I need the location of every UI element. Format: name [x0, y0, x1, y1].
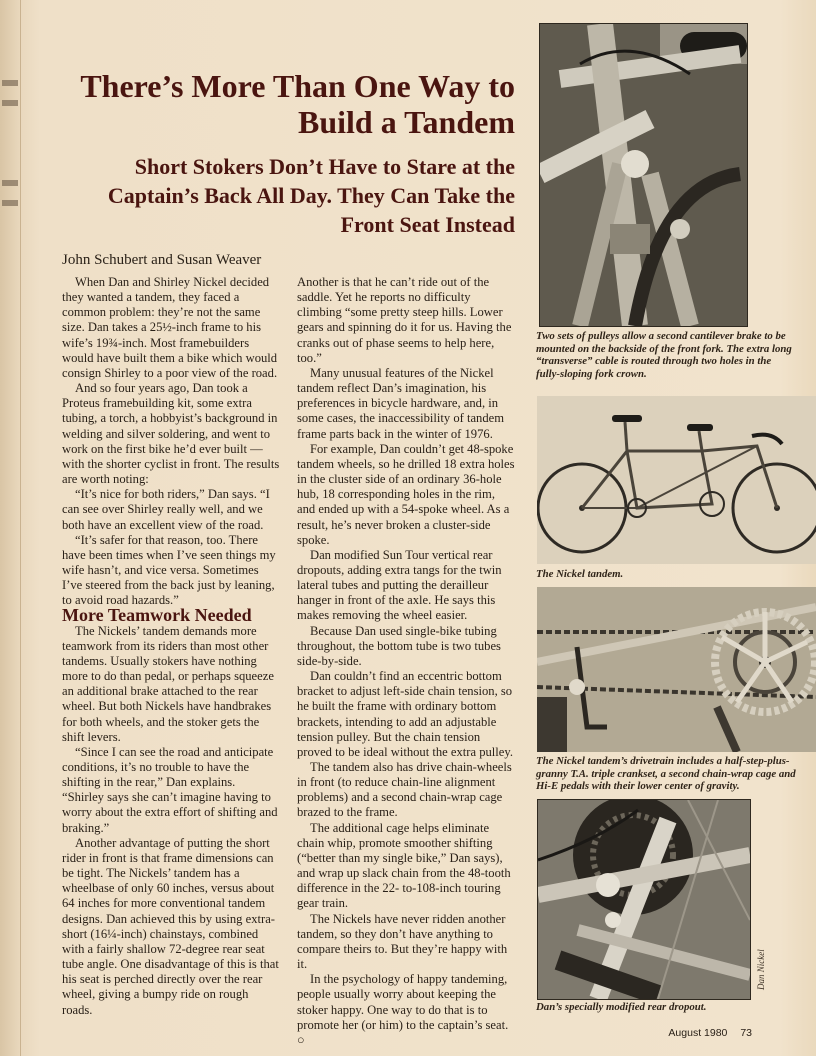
photo-credit: Dan Nickel	[756, 949, 766, 990]
spine-mark	[2, 200, 18, 206]
paragraph: And so four years ago, Dan took a Proteus framebuilding kit, some extra tubing, a torch, a hobbyist’s background in welding and silver soldering, and went to work on the first bike he’d ever built — with the shorter cyclist in front. The results are worth noting:	[62, 381, 280, 487]
brake-closeup-photo	[539, 23, 748, 327]
paragraph: When Dan and Shirley Nickel decided they wanted a tandem, they faced a common problem: they’re not the same size. Dan takes a 25½-inch frame to his wife’s 19¾-inch. Most framebuilders would have built them a bike which would consign Shirley to a poor view of the road.	[62, 275, 278, 380]
page-footer	[658, 1027, 752, 1039]
paragraph: Another advantage of putting the short rider in front is that frame dimensions can be tight. The Nickels’ tandem has a wheelbase of only 60 inches, versus about 64 inches for more conventional tandem designs. Dan achieved this by using extra-short (16¼-inch) chainstays, combined with a fairly shallow 72-degree rear seat tube angle. One disadvantage of this is that his seat is perched directly over the rear wheel, giving a bumpy ride on rough roads.	[62, 835, 279, 1017]
paragraph: Many unusual features of the Nickel tandem reflect Dan’s imagination, his preferences in bicycle hardware, and, in some cases, the inaccessibility of tandem frame parts back in the winter of 1976.	[297, 365, 505, 441]
paragraph: The Nickels have never ridden another tandem, so they don’t have anything to compare theirs to. But they’re happy with it.	[297, 911, 508, 972]
article-headline: There’s More Than One Way to Build a Tandem	[80, 68, 515, 140]
paragraph: For example, Dan couldn’t get 48-spoke tandem wheels, so he drilled 18 extra holes in the cluster side of an ordinary 36-hole hub, 18 corresponding holes in the rim, and ended up with a 54-spoke wheel. As a result, he’s never broken a cluster-side spoke.	[297, 441, 515, 547]
paragraph: The tandem also has drive chain-wheels in front (to reduce chain-line alignment problems) and a second chain-wrap cage brazed to the frame.	[297, 760, 512, 820]
paragraph: In the psychology of happy tandeming, people usually worry about keeping the stoker happy. One way to do that is to promote her (or him) to the captain’s seat. ○	[297, 972, 509, 1047]
dropout-photo-caption: Dan’s specially modified rear dropout.	[536, 1001, 707, 1013]
page-spine	[0, 0, 21, 1056]
paragraph: Dan modified Sun Tour vertical rear dropouts, adding extra tangs for the twin lateral tubes and putting the derailleur hanger in front of the axle. He says this makes removing the wheel easier.	[297, 547, 502, 623]
issue-date: August 1980	[668, 1027, 728, 1039]
paragraph: “It’s nice for both riders,” Dan says. “I can see over Shirley really well, and we both have an excellent view of the road.	[62, 487, 270, 532]
drivetrain-photo-caption: The Nickel tandem’s drivetrain includes a half-step-plus-granny T.A. triple crankset, a second chain-wrap cage and Hi-E pedals with their lower center of gravity.	[536, 755, 796, 792]
spine-mark	[2, 100, 18, 106]
page-number: 73	[740, 1027, 752, 1039]
paragraph: Dan couldn’t find an eccentric bottom bracket to adjust left-side chain tension, so he built the frame with ordinary bottom brackets, intending to add an adjustable tension pulley. But the chain tension proved to be ideal without the extra pulley.	[297, 669, 514, 759]
article-subheadline: Short Stokers Don’t Have to Stare at the Captain’s Back All Day. They Can Take the Front Seat Instead	[107, 154, 515, 237]
paragraph: Another is that he can’t ride out of the saddle. Yet he reports no difficulty climbing “some pretty steep hills. Lower gears and spinning do it for us. Having the cranks out of phase seems to help here, too.”	[297, 275, 512, 365]
paragraph: The Nickels’ tandem demands more teamwork from its riders than most other tandems. Usually stokers have nothing more to do than pedal, or perhaps squeeze an additional brake attached to the rear wheel. But both Nickels have handbrakes for both wheels, and the stoker gets the shift levers.	[62, 623, 274, 744]
paragraph: Because Dan used single-bike tubing throughout, the bottom tube is two tubes side-by-side.	[297, 623, 501, 668]
drivetrain-photo	[537, 587, 816, 752]
dropout-photo	[537, 799, 751, 1000]
text-column-1	[62, 275, 280, 1018]
spine-mark	[2, 80, 18, 86]
byline: John Schubert and Susan Weaver	[62, 252, 262, 268]
brake-photo-caption: Two sets of pulleys allow a second cantilever brake to be mounted on the backside of the front fork. The extra long “transverse” cable is routed through two holes in the fully-sloping fork crown.	[536, 330, 792, 380]
section-heading: More Teamwork Needed	[62, 605, 252, 626]
paragraph: “It’s safer for that reason, too. There have been times when I’ve seen things my wife hasn’t, and vice versa. Sometimes I’ve steered from the back just by leaning, to avoid road hazards.”	[62, 532, 276, 608]
paragraph: The additional cage helps eliminate chain whip, promote smoother shifting (“better than my single bike,” Dan says), and wrap up slack chain from the 48-tooth difference in the 22- to-108-inch touring gear train.	[297, 820, 511, 911]
tandem-photo-caption: The Nickel tandem.	[536, 568, 624, 580]
text-column-2	[297, 275, 515, 1048]
paragraph: “Since I can see the road and anticipate conditions, it’s no trouble to have the shifting in the rear,” Dan explains. “Shirley says she can’t imagine having to worry about the extra effort of shifting and braking.”	[62, 744, 278, 835]
tandem-photo	[537, 396, 816, 564]
spine-mark	[2, 180, 18, 186]
